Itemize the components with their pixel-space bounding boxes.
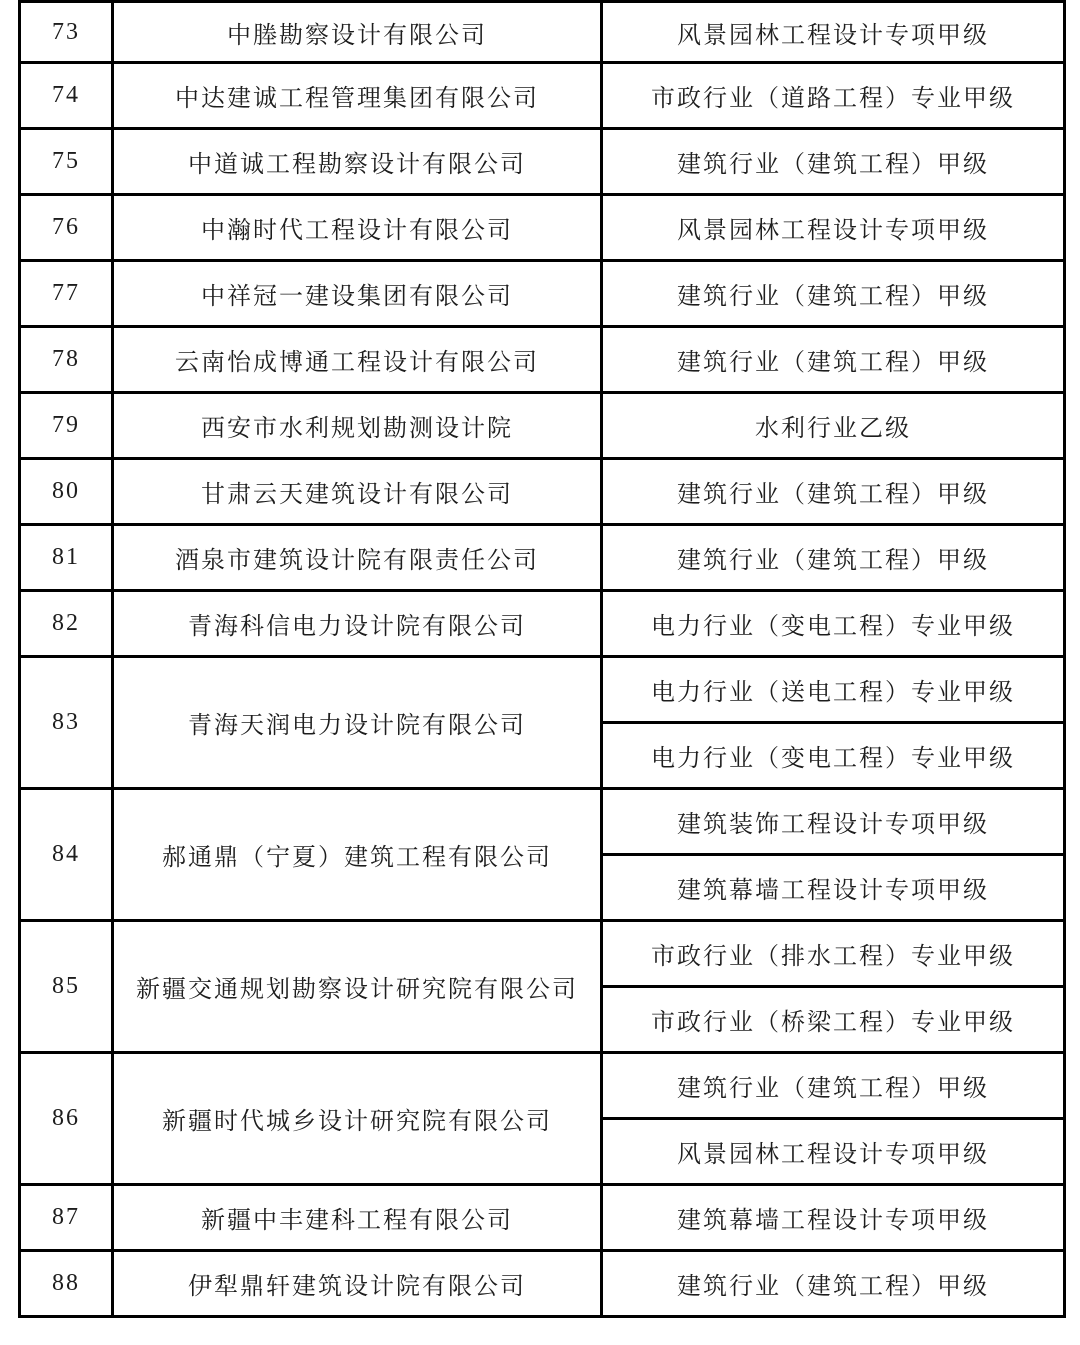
table-row [20, 525, 1065, 591]
company-name-cell: 中塍勘察设计有限公司 [113, 2, 602, 63]
company-name-cell: 中达建诚工程管理集团有限公司 [113, 63, 602, 129]
table-row [20, 261, 1065, 327]
qualification-cell: 建筑行业（建筑工程）甲级 [602, 459, 1065, 525]
qualification-cell: 市政行业（道路工程）专业甲级 [602, 63, 1065, 129]
table-row [20, 327, 1065, 393]
qualification-cell: 电力行业（变电工程）专业甲级 [602, 591, 1065, 657]
qualification-cell: 建筑幕墙工程设计专项甲级 [602, 1185, 1065, 1251]
table-row [20, 657, 1065, 723]
row-number-cell: 76 [20, 195, 113, 261]
qualification-cell: 水利行业乙级 [602, 393, 1065, 459]
company-name-cell: 中道诚工程勘察设计有限公司 [113, 129, 602, 195]
qualification-cell: 风景园林工程设计专项甲级 [602, 2, 1065, 63]
row-number-cell: 81 [20, 525, 113, 591]
qualification-cell: 市政行业（桥梁工程）专业甲级 [602, 987, 1065, 1053]
row-number-cell: 87 [20, 1185, 113, 1251]
row-number-cell: 75 [20, 129, 113, 195]
row-number-cell: 86 [20, 1053, 113, 1185]
qualification-cell: 风景园林工程设计专项甲级 [602, 195, 1065, 261]
table-row [20, 459, 1065, 525]
table-row [20, 129, 1065, 195]
row-number-cell: 77 [20, 261, 113, 327]
row-number-cell: 80 [20, 459, 113, 525]
row-number-cell: 88 [20, 1251, 113, 1317]
table-row [20, 195, 1065, 261]
table-row [20, 1053, 1065, 1119]
company-name-cell: 郝通鼎（宁夏）建筑工程有限公司 [113, 789, 602, 921]
table-row [20, 393, 1065, 459]
qualification-cell: 电力行业（送电工程）专业甲级 [602, 657, 1065, 723]
qualification-cell: 建筑行业（建筑工程）甲级 [602, 1053, 1065, 1119]
row-number-cell: 79 [20, 393, 113, 459]
qualification-cell: 建筑幕墙工程设计专项甲级 [602, 855, 1065, 921]
company-name-cell: 云南怡成博通工程设计有限公司 [113, 327, 602, 393]
company-name-cell: 中瀚时代工程设计有限公司 [113, 195, 602, 261]
qualification-cell: 建筑行业（建筑工程）甲级 [602, 327, 1065, 393]
row-number-cell: 85 [20, 921, 113, 1053]
company-name-cell: 酒泉市建筑设计院有限责任公司 [113, 525, 602, 591]
row-number-cell: 84 [20, 789, 113, 921]
row-number-cell: 73 [20, 2, 113, 63]
qualification-cell: 电力行业（变电工程）专业甲级 [602, 723, 1065, 789]
company-name-cell: 新疆中丰建科工程有限公司 [113, 1185, 602, 1251]
qualification-cell: 建筑行业（建筑工程）甲级 [602, 525, 1065, 591]
table-row [20, 591, 1065, 657]
company-name-cell: 青海天润电力设计院有限公司 [113, 657, 602, 789]
qualification-cell: 建筑行业（建筑工程）甲级 [602, 129, 1065, 195]
row-number-cell: 74 [20, 63, 113, 129]
row-number-cell: 78 [20, 327, 113, 393]
table-row [20, 63, 1065, 129]
company-name-cell: 新疆时代城乡设计研究院有限公司 [113, 1053, 602, 1185]
qualification-cell: 建筑行业（建筑工程）甲级 [602, 261, 1065, 327]
company-name-cell: 伊犁鼎轩建筑设计院有限公司 [113, 1251, 602, 1317]
table-row [20, 789, 1065, 855]
company-table-body [20, 2, 1065, 1317]
table-row [20, 1251, 1065, 1317]
company-name-cell: 西安市水利规划勘测设计院 [113, 393, 602, 459]
qualification-cell: 风景园林工程设计专项甲级 [602, 1119, 1065, 1185]
qualification-cell: 建筑装饰工程设计专项甲级 [602, 789, 1065, 855]
qualification-cell: 市政行业（排水工程）专业甲级 [602, 921, 1065, 987]
row-number-cell: 82 [20, 591, 113, 657]
table-row [20, 921, 1065, 987]
company-name-cell: 甘肃云天建筑设计有限公司 [113, 459, 602, 525]
qualification-cell: 建筑行业（建筑工程）甲级 [602, 1251, 1065, 1317]
row-number-cell: 83 [20, 657, 113, 789]
company-name-cell: 中祥冠一建设集团有限公司 [113, 261, 602, 327]
company-name-cell: 青海科信电力设计院有限公司 [113, 591, 602, 657]
table-row [20, 2, 1065, 63]
company-qualification-table [18, 0, 1066, 1318]
company-name-cell: 新疆交通规划勘察设计研究院有限公司 [113, 921, 602, 1053]
table-row [20, 1185, 1065, 1251]
